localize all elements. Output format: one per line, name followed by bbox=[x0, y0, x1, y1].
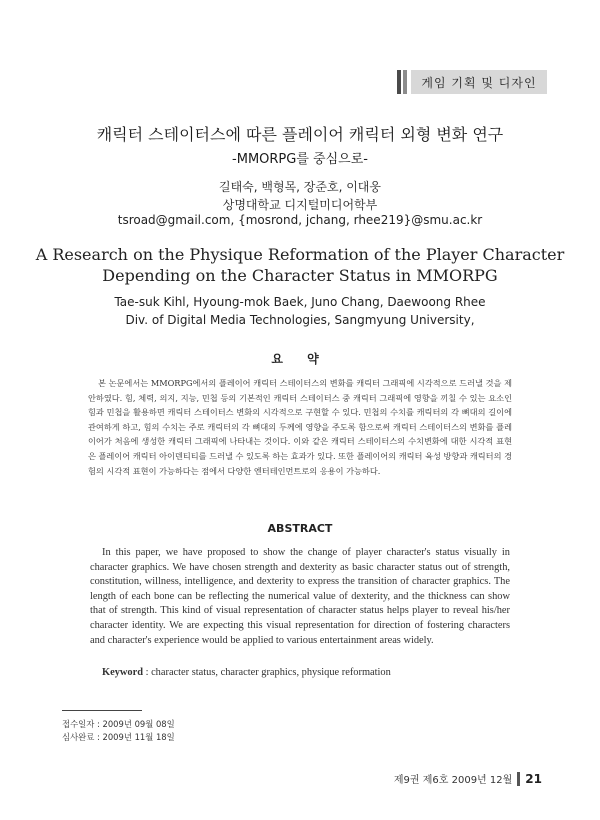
accepted-date: 심사완료 : 2009년 11월 18일 bbox=[62, 732, 175, 742]
author-emails: tsroad@gmail.com, {mosrond, jchang, rhee219}@smu.ac.kr bbox=[117, 213, 483, 227]
authors-ko: 길태숙, 백형목, 장준호, 이대웅 bbox=[219, 180, 381, 194]
summary-body-ko: 본 논문에서는 MMORPG에서의 플레이어 캐릭터 스테이터스의 변화를 캐릭터 그래픽에 시각적으로 드러낼 것을 제안하였다. 힘, 체력, 의지, 지능, 민첩 등의 기본적인 캐릭터 스테이터스 중 캐릭터 그래픽에 영향을 끼칠 수 있는 요소인 힘과 민첩을 활용하면 캐릭터 스테이터스 변화의 시각적으로 구현할 수 있다. 민첩의 수치를 캐릭터의 각 뼈대의 길이에 관여하게 하고, 힘의 수치는 주로 캐릭터의 각 뼈대의 두께에 영향을 주도록 함으로써 캐릭터 스테이터스의 변화를 플레이어가 처음에 생성한 캐릭터 그래픽에 나타내는 것이다. 이와 같은 캐릭터 스테이터스의 수치변화에 대한 시각적 표현은 플레이어 캐릭터 아이덴티티를 드러낼 수 있도록 하는 효과가 있다. 또한 플레이어의 캐릭터 육성 방향과 캐릭터의 경험의 시각적 표현이 가능하다는 점에서 다양한 엔터테인먼트로의 응용이 가능하다. bbox=[88, 378, 512, 476]
paper-title-en bbox=[0, 244, 600, 286]
journal-issue: 제9권 제6호 2009년 12월 bbox=[393, 775, 513, 786]
abstract-body-en: In this paper, we have proposed to show the change of player character's status visually in character graphics. We have chosen strength and dexterity as basic character status out of strength, constitution, willness, intelligence, and dexterity to express the transition of character graphics. The length of each bone can be reflecting the numerical value of dexterity, and the thickness can show that of strength. This kind of visual representation of character status helps player to reveal his/her character identity. We are expecting this visual representation for direction of fostering characters and character's experience would be applied to various entertainment areas widely. bbox=[90, 547, 510, 646]
affiliation-ko: 상명대학교 디지털미디어학부 bbox=[222, 198, 378, 212]
section-tag-label: 게임 기획 및 디자인 bbox=[411, 70, 547, 94]
summary-heading: 요 약 bbox=[271, 352, 329, 366]
tag-bar-dark bbox=[397, 70, 401, 94]
keyword-label: Keyword bbox=[102, 667, 143, 678]
affiliation-en: Div. of Digital Media Technologies, Sangmyung University, bbox=[125, 313, 475, 327]
section-tag bbox=[397, 70, 547, 94]
keyword-values: : character status, character graphics, physique reformation bbox=[142, 667, 391, 678]
submission-dates bbox=[62, 718, 175, 744]
authors-en: Tae-suk Kihl, Hyoung-mok Baek, Juno Chang, Daewoong Rhee bbox=[114, 295, 486, 309]
page-number: 21 bbox=[525, 771, 542, 786]
paper-title-ko: 캐릭터 스테이터스에 따른 플레이어 캐릭터 외형 변화 연구 bbox=[96, 125, 504, 144]
received-date: 접수일자 : 2009년 09월 08일 bbox=[62, 719, 175, 729]
paper-title-en-line2: Depending on the Character Status in MMORPG bbox=[102, 266, 498, 285]
tag-bar-light bbox=[403, 70, 407, 94]
paper-subtitle-ko: -MMORPG를 중심으로- bbox=[232, 152, 368, 167]
keywords bbox=[102, 667, 522, 678]
paper-title-en-line1: A Research on the Physique Reformation of the Player Character bbox=[35, 245, 565, 264]
abstract-heading: ABSTRACT bbox=[267, 522, 333, 535]
footnote-divider bbox=[62, 710, 142, 711]
footer-separator bbox=[517, 772, 520, 786]
page-footer bbox=[394, 771, 542, 786]
